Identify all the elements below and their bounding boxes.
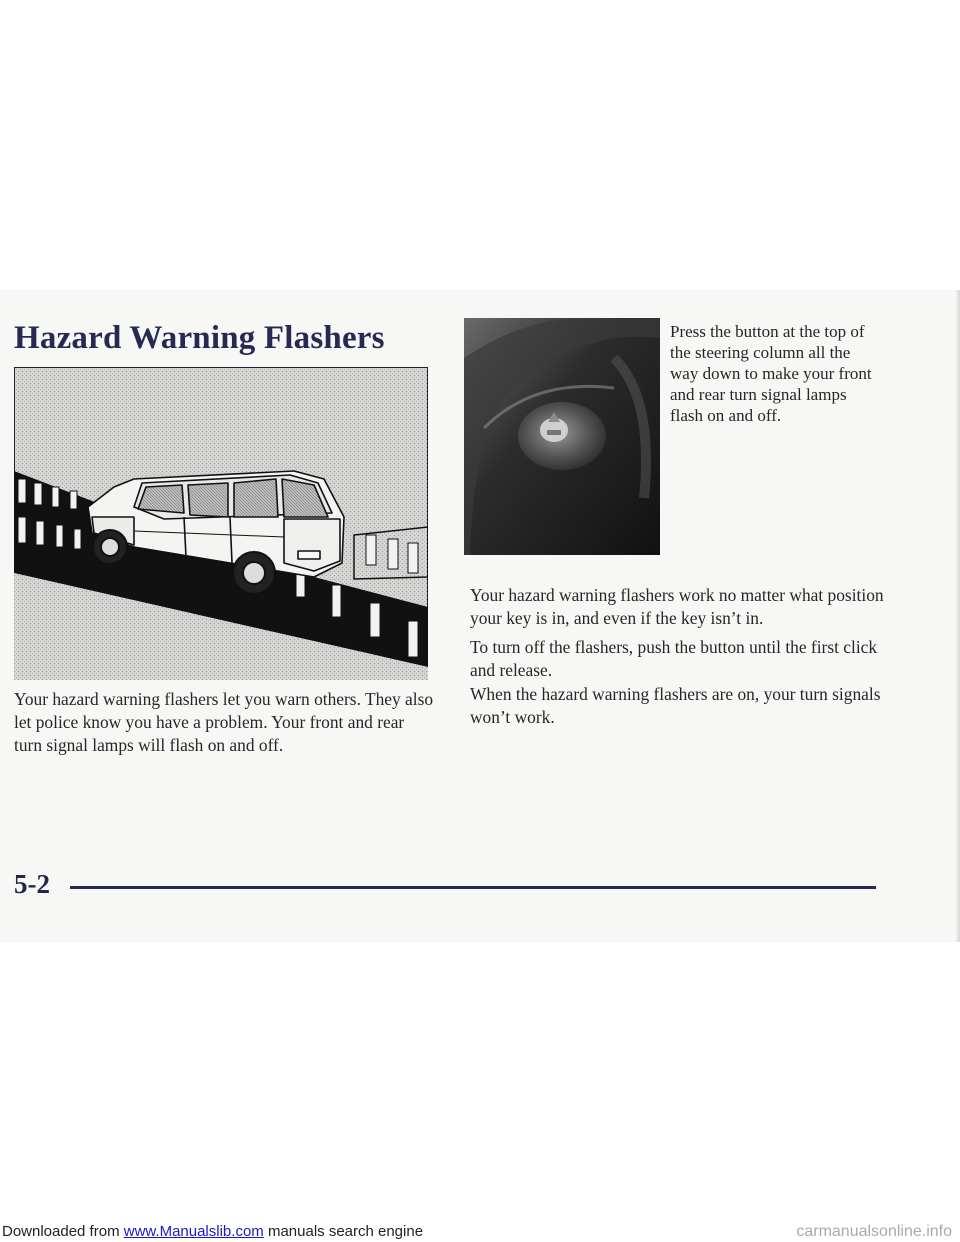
- button-instruction-text: Press the button at the top of the steering column all the way down to make your front and rear turn signal lamps flash on and off.: [670, 322, 872, 425]
- footer-rule: [70, 886, 876, 889]
- page-number: 5-2: [14, 869, 50, 899]
- hazard-button-photo: [464, 318, 660, 555]
- download-prefix: Downloaded from: [2, 1223, 124, 1240]
- key-position-paragraph: Your hazard warning flashers work no matter what position your key is in, and even if the key isn’t in.: [470, 585, 884, 628]
- intro-paragraph: Your hazard warning flashers let you warn others. They also let police know you have a problem. Your front and rear turn signal lamps will flash on and off.: [14, 689, 434, 755]
- download-suffix: manuals search engine: [263, 1223, 424, 1240]
- page-title: Hazard Warning Flashers: [14, 320, 385, 356]
- manualslib-link[interactable]: www.Manualslib.com: [123, 1223, 264, 1240]
- watermark-text: carmanualsonline.info: [796, 1223, 952, 1240]
- download-notice: [2, 1221, 423, 1242]
- page-edge-shadow: [956, 290, 960, 942]
- turn-off-paragraph: To turn off the flashers, push the button until the first click and release.: [470, 637, 878, 680]
- car-hazard-illustration: [14, 367, 428, 680]
- download-footer: [0, 1221, 960, 1242]
- signals-note-paragraph: When the hazard warning flashers are on, your turn signals won’t work.: [470, 684, 881, 727]
